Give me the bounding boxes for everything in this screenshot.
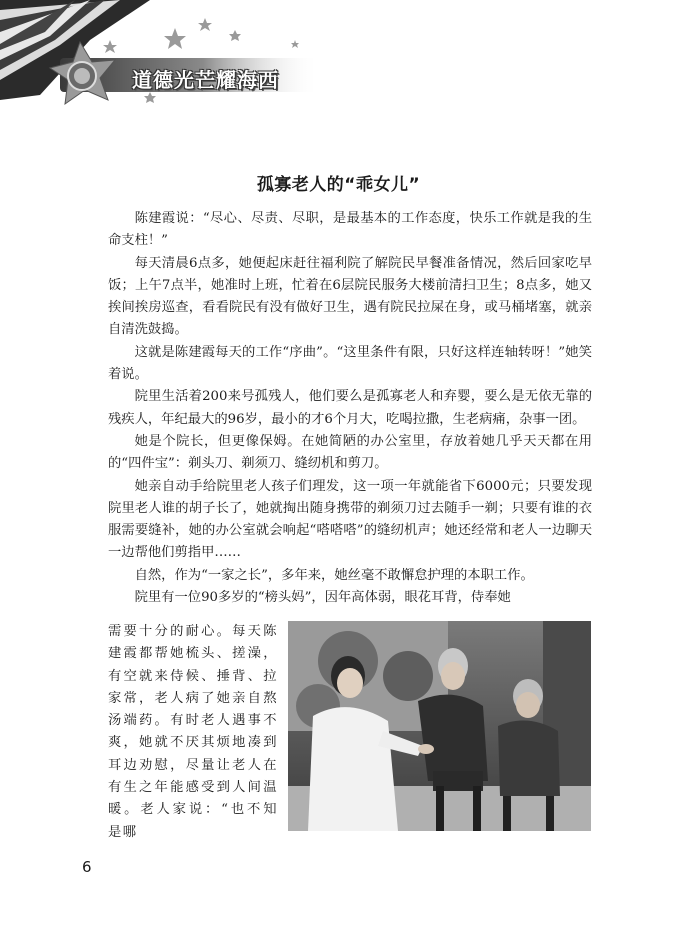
paragraph: 院里生活着200来号孤残人，他们要么是孤寡老人和弃婴，要么是无依无靠的残疾人，年纪最大的96岁，最小的才6个月大，吃喝拉撒，生老病痛，杂事一团。 [108,389,592,427]
paragraph: 她是个院长，但更像保姆。在她简陋的办公室里，存放着她几乎天天都在用的“四件宝”：剃头刀、剃须刀、缝纫机和剪刀。 [108,433,592,472]
paragraph: 每天清晨6点多，她便起床赶往福利院了解院民早餐准备情况，然后回家吃早饭；上午7点半，她准时上班，忙着在6层院民服务大楼前清扫卫生；8点多，她又挨间挨房巡查，看看院民有没有做好卫生，遇有院民拉屎在身，或马桶堵塞，就亲自清洗鼓捣。 [108,255,592,338]
wrap-text-column: 需要十分的耐心。每天陈建霞都帮她梳头、搓澡，有空就来侍候、捶背、拉家常，老人病了她亲自熬汤端药。有时老人遇事不爽，她就不厌其烦地凑到耳边劝慰，尽量让老人在有生之年能感受到人间温暖。老人家说：“也不知是哪 [108,624,278,840]
banner-graphic [0,0,330,110]
paragraph: 陈建霞说：“尽心、尽责、尽职，是最基本的工作态度，快乐工作就是我的生命支柱！” [108,211,592,249]
caregiver-with-elderly-photo [288,621,591,831]
paragraph: 院里有一位90多岁的“榜头妈”，因年高体弱，眼花耳背，侍奉她 [134,590,511,606]
paragraph: 自然，作为“一家之长”，多年来，她丝毫不敢懈怠护理的本职工作。 [134,567,534,583]
header-banner [0,0,330,110]
page-number: 6 [82,858,92,876]
article-body [108,208,592,609]
paragraph: 她亲自动手给院里老人孩子们理发，这一项一年就能省下6000元；只要发现院里老人谁的胡子长了，她就掏出随身携带的剃须刀过去随手一剃；只要有谁的衣服需要缝补，她的办公室就会响起“嗒嗒嗒”的缝纫机声；她还经常和老人一边聊天一边帮他们剪指甲…… [108,478,592,561]
paragraph: 这就是陈建霞每天的工作“序曲”。“这里条件有限，只好这样连轴转呀！”她笑着说。 [108,344,592,383]
article-title: 孤寡老人的“乖女儿” [256,175,421,195]
banner-title: 道德光芒耀海西 [132,68,279,92]
